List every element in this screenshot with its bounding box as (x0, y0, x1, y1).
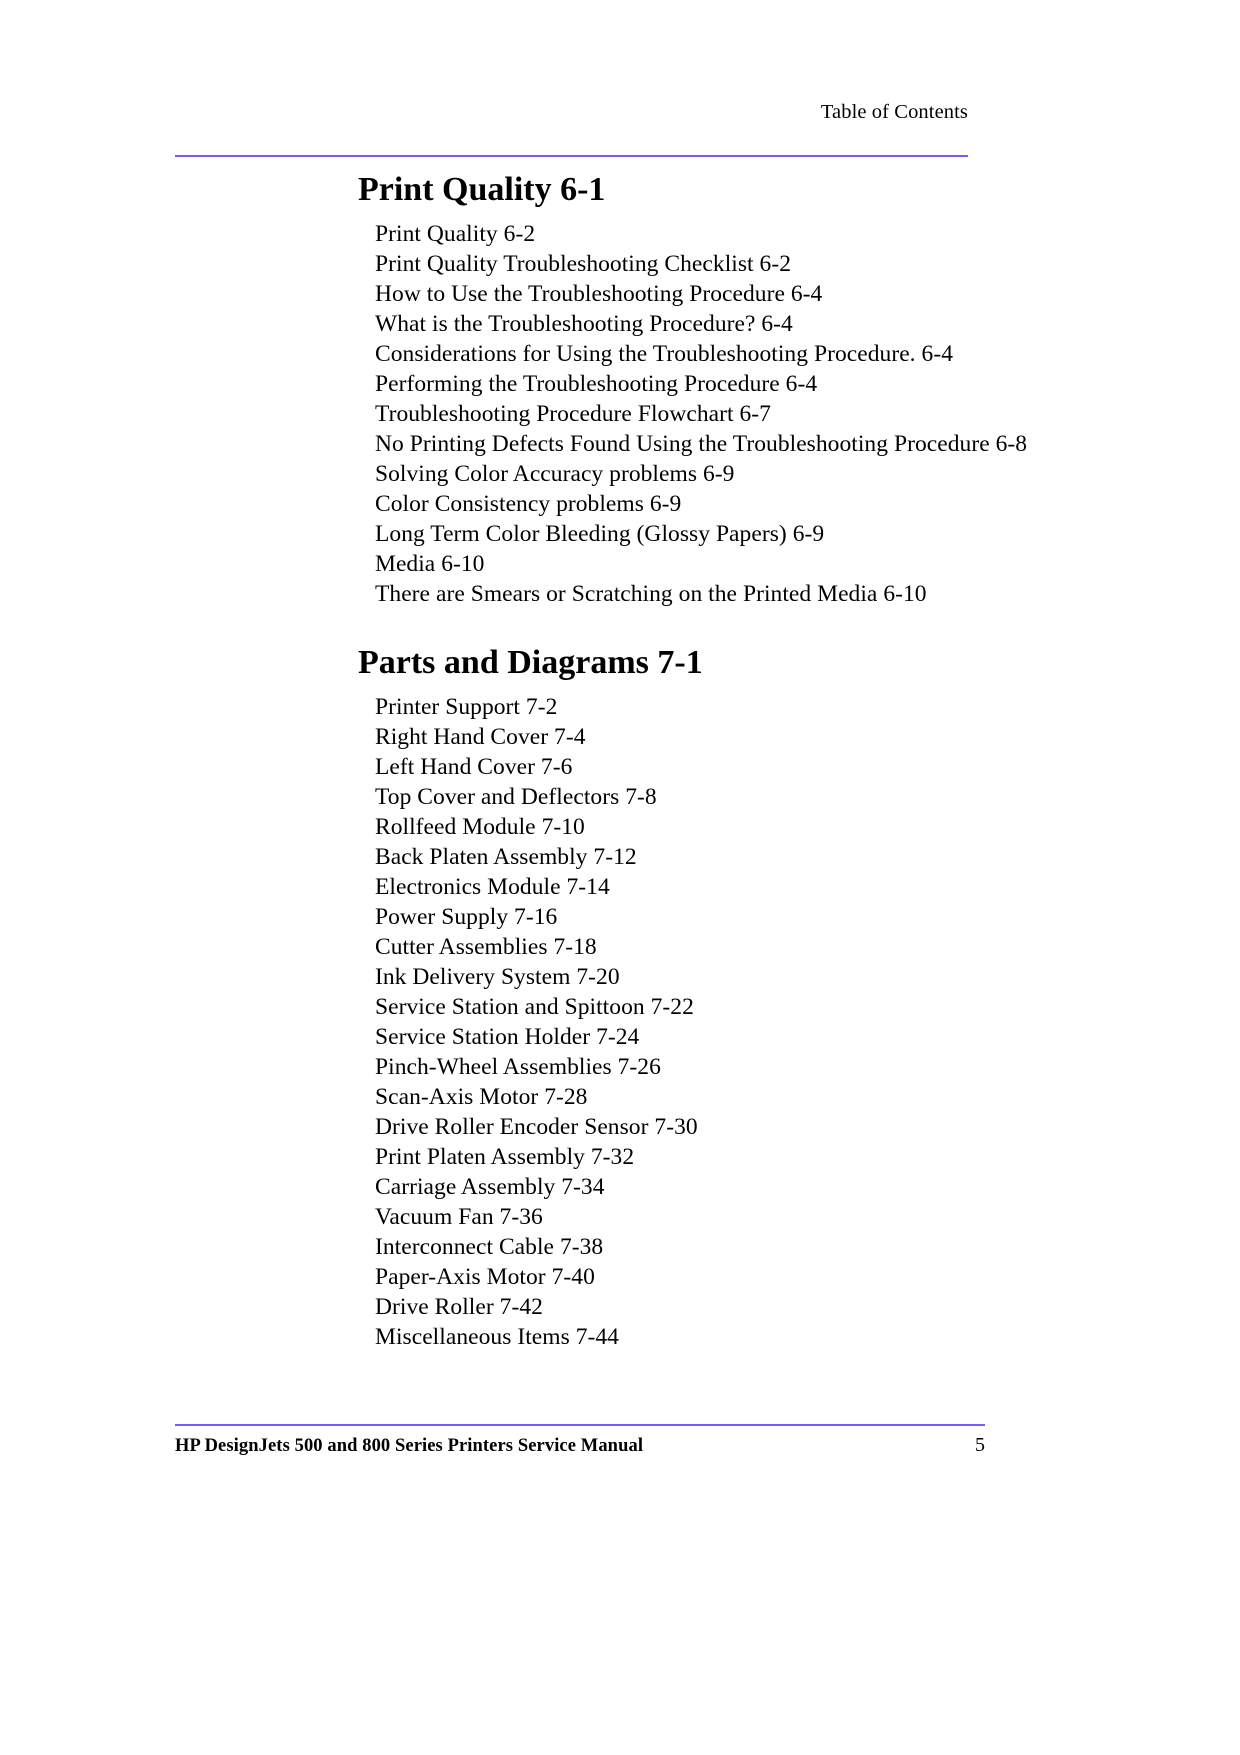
toc-section-parts-and-diagrams (175, 641, 985, 1352)
toc-entry[interactable]: Print Quality 6-2 (375, 220, 536, 247)
toc-entry[interactable]: Right Hand Cover 7-4 (375, 723, 586, 750)
toc-entry[interactable]: Miscellaneous Items 7-44 (375, 1323, 619, 1350)
toc-entry[interactable]: Performing the Troubleshooting Procedure 6-4 (375, 370, 818, 397)
toc-entry[interactable]: Troubleshooting Procedure Flowchart 6-7 (375, 400, 771, 427)
toc-entry[interactable]: Printer Support 7-2 (375, 693, 558, 720)
page-footer (175, 1434, 985, 1457)
toc-entry[interactable]: Long Term Color Bleeding (Glossy Papers) 6-9 (375, 520, 825, 547)
toc-entry[interactable]: Solving Color Accuracy problems 6-9 (375, 460, 735, 487)
toc-entry[interactable]: Paper-Axis Motor 7-40 (375, 1263, 595, 1290)
toc-section-print-quality (175, 168, 1028, 609)
toc-entry[interactable]: Power Supply 7-16 (375, 903, 558, 930)
toc-entry[interactable]: What is the Troubleshooting Procedure? 6-4 (375, 310, 793, 337)
toc-entry[interactable]: Print Quality Troubleshooting Checklist 6-2 (375, 250, 792, 277)
toc-entry[interactable]: Scan-Axis Motor 7-28 (375, 1083, 588, 1110)
toc-entry[interactable]: Rollfeed Module 7-10 (375, 813, 585, 840)
toc-entry[interactable]: Print Platen Assembly 7-32 (375, 1143, 635, 1170)
toc-entry-list-parts-and-diagrams (175, 692, 985, 1352)
toc-entry[interactable]: Pinch-Wheel Assemblies 7-26 (375, 1053, 661, 1080)
toc-entry[interactable]: How to Use the Troubleshooting Procedure 6-4 (375, 280, 823, 307)
toc-entry[interactable]: Drive Roller 7-42 (375, 1293, 543, 1320)
toc-entry[interactable]: Ink Delivery System 7-20 (375, 963, 620, 990)
toc-entry[interactable]: Drive Roller Encoder Sensor 7-30 (375, 1113, 698, 1140)
section-heading-parts-and-diagrams: Parts and Diagrams 7-1 (358, 643, 703, 681)
toc-entry[interactable]: Electronics Module 7-14 (375, 873, 610, 900)
section-heading-print-quality: Print Quality 6-1 (358, 171, 606, 208)
footer-manual-title: HP DesignJets 500 and 800 Series Printers Service Manual (175, 1436, 644, 1456)
footer-page-number: 5 (975, 1434, 985, 1456)
footer-divider-rule (175, 1424, 985, 1426)
toc-entry[interactable]: Considerations for Using the Troubleshooting Procedure. 6-4 (375, 340, 953, 367)
toc-entry[interactable]: Carriage Assembly 7-34 (375, 1173, 605, 1200)
table-of-contents (175, 168, 1028, 1352)
toc-entry[interactable]: Service Station and Spittoon 7-22 (375, 993, 694, 1020)
header-divider-rule (175, 155, 968, 157)
toc-entry[interactable]: Cutter Assemblies 7-18 (375, 933, 597, 960)
toc-entry[interactable]: Color Consistency problems 6-9 (375, 490, 682, 517)
toc-entry[interactable]: There are Smears or Scratching on the Printed Media 6-10 (375, 580, 927, 607)
toc-entry[interactable]: Vacuum Fan 7-36 (375, 1203, 543, 1230)
toc-entry-list-print-quality (175, 219, 1028, 609)
toc-entry[interactable]: Service Station Holder 7-24 (375, 1023, 640, 1050)
running-header: Table of Contents (820, 101, 968, 123)
toc-entry[interactable]: Media 6-10 (375, 550, 485, 577)
toc-entry[interactable]: Back Platen Assembly 7-12 (375, 843, 637, 870)
toc-entry[interactable]: Interconnect Cable 7-38 (375, 1233, 604, 1260)
toc-entry[interactable]: No Printing Defects Found Using the Troubleshooting Procedure 6-8 (375, 430, 1028, 457)
toc-entry[interactable]: Top Cover and Deflectors 7-8 (375, 783, 657, 810)
toc-entry[interactable]: Left Hand Cover 7-6 (375, 753, 573, 780)
